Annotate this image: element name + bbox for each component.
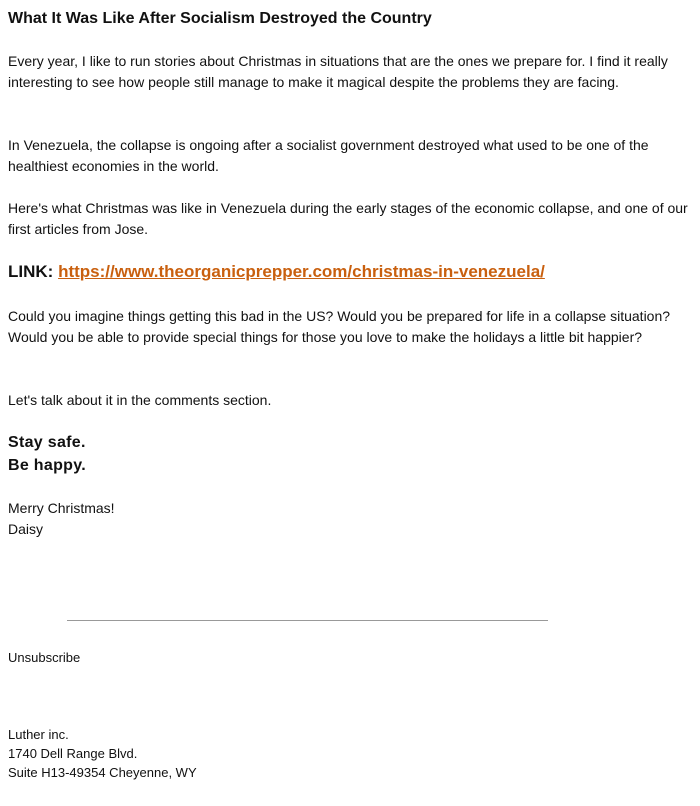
closing-block bbox=[8, 498, 692, 540]
paragraph-question: Could you imagine things getting this bad in the US? Would you be prepared for life in a collapse situation? Would you be able to provide special things for those you love to make the holidays a little bit happier? bbox=[8, 308, 671, 345]
signature: Daisy bbox=[8, 521, 44, 537]
signoff-be-happy: Be happy. bbox=[8, 457, 86, 474]
signoff-stay-safe: Stay safe. bbox=[8, 434, 86, 451]
address-line: 1740 Dell Range Blvd. bbox=[8, 746, 138, 761]
article-link[interactable]: https://www.theorganicprepper.com/christmas-in-venezuela/ bbox=[58, 262, 545, 281]
paragraph-intro: Every year, I like to run stories about Christmas in situations that are the ones we prepare for. I find it really interesting to see how people still manage to make it magical despite the problems they are facing. bbox=[8, 53, 668, 90]
signoff bbox=[8, 431, 692, 477]
paragraph-comments: Let's talk about it in the comments section. bbox=[8, 392, 272, 408]
closing: Merry Christmas! bbox=[8, 500, 115, 516]
address-line: Luther inc. bbox=[8, 727, 69, 742]
paragraph-article: Here's what Christmas was like in Venezuela during the early stages of the economic collapse, and one of our first articles from Jose. bbox=[8, 200, 688, 237]
company-address bbox=[8, 725, 692, 782]
link-label: LINK: bbox=[8, 262, 54, 281]
unsubscribe-link[interactable]: Unsubscribe bbox=[8, 650, 81, 665]
address-line: Suite H13-49354 Cheyenne, WY bbox=[8, 765, 197, 780]
footer-divider bbox=[67, 620, 548, 621]
paragraph-venezuela: In Venezuela, the collapse is ongoing after a socialist government destroyed what used to be one of the healthiest economies in the world. bbox=[8, 137, 649, 174]
email-title: What It Was Like After Socialism Destroyed the Country bbox=[8, 10, 432, 27]
link-line bbox=[8, 261, 692, 283]
